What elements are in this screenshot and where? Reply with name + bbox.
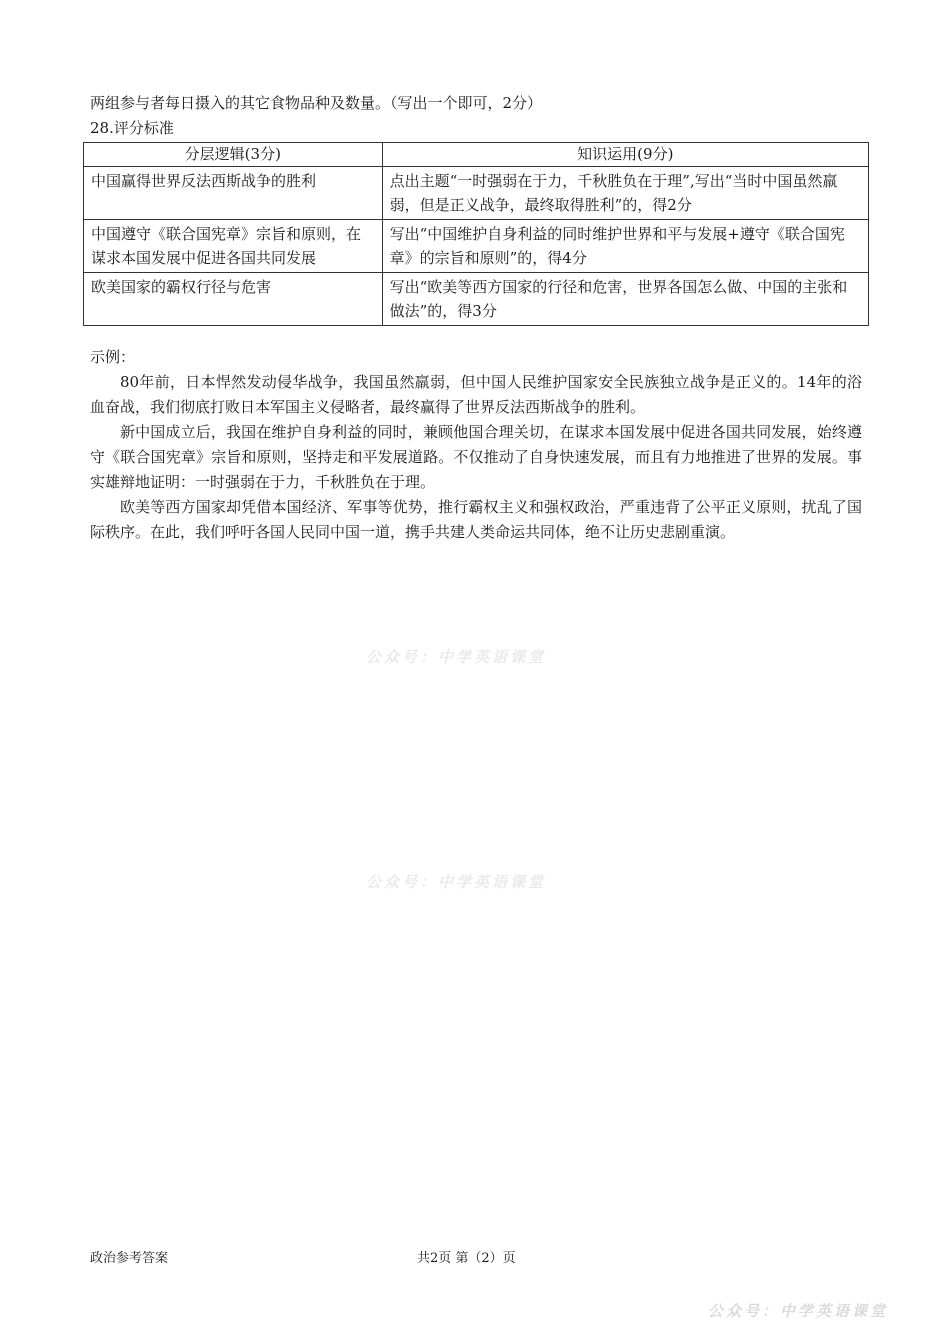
table-header-row [84, 143, 869, 167]
table-cell-logic: 欧美国家的霸权行径与危害 [84, 273, 383, 326]
table-cell-logic: 中国赢得世界反法西斯战争的胜利 [84, 167, 383, 220]
section-heading: 28.评分标准 [90, 119, 174, 137]
example-paragraph: 欧美等西方国家却凭借本国经济、军事等优势，推行霸权主义和强权政治，严重违背了公平正义原则，扰乱了国际秩序。在此，我们呼吁各国人民同中国一道，携手共建人类命运共同体，绝不让历史悲剧重演。 [90, 498, 862, 541]
table-cell-logic: 中国遵守《联合国宪章》宗旨和原则，在谋求本国发展中促进各国共同发展 [84, 220, 383, 273]
footer-page-number: 共2页 第（2）页 [417, 1251, 516, 1266]
intro-line: 两组参与者每日摄入的其它食物品种及数量。（写出一个即可，2分） [90, 94, 543, 112]
table-row [84, 273, 869, 326]
footer-title: 政治参考答案 [90, 1251, 169, 1266]
scoring-table [83, 142, 869, 326]
example-label: 示例： [90, 348, 136, 366]
table-cell-knowledge: 写出“中国维护自身利益的同时维护世界和平与发展+遵守《联合国宪章》的宗旨和原则”的，得4分 [382, 220, 868, 273]
table-cell-knowledge: 写出“欧美等西方国家的行径和危害，世界各国怎么做、中国的主张和做法”的，得3分 [382, 273, 868, 326]
table-header-knowledge: 知识运用(9分) [382, 143, 868, 167]
table-row [84, 167, 869, 220]
table-cell-knowledge: 点出主题“一时强弱在于力，千秋胜负在于理”,写出“当时中国虽然羸弱，但是正义战争，最终取得胜利”的，得2分 [382, 167, 868, 220]
watermark: 公众号：中学英语课堂 [708, 1302, 889, 1320]
watermark: 公众号：中学英语课堂 [366, 873, 547, 891]
table-header-logic: 分层逻辑(3分) [84, 143, 383, 167]
example-paragraph: 80年前，日本悍然发动侵华战争，我国虽然羸弱，但中国人民维护国家安全民族独立战争是正义的。14年的浴血奋战，我们彻底打败日本军国主义侵略者，最终赢得了世界反法西斯战争的胜利。 [90, 373, 862, 416]
table-row [84, 220, 869, 273]
example-paragraph: 新中国成立后，我国在维护自身利益的同时，兼顾他国合理关切，在谋求本国发展中促进各国共同发展，始终遵守《联合国宪章》宗旨和原则，坚持走和平发展道路。不仅推动了自身快速发展，而且有力地推进了世界的发展。事实雄辩地证明：一时强弱在于力，千秋胜负在于理。 [90, 423, 862, 491]
watermark: 公众号：中学英语课堂 [366, 648, 547, 666]
